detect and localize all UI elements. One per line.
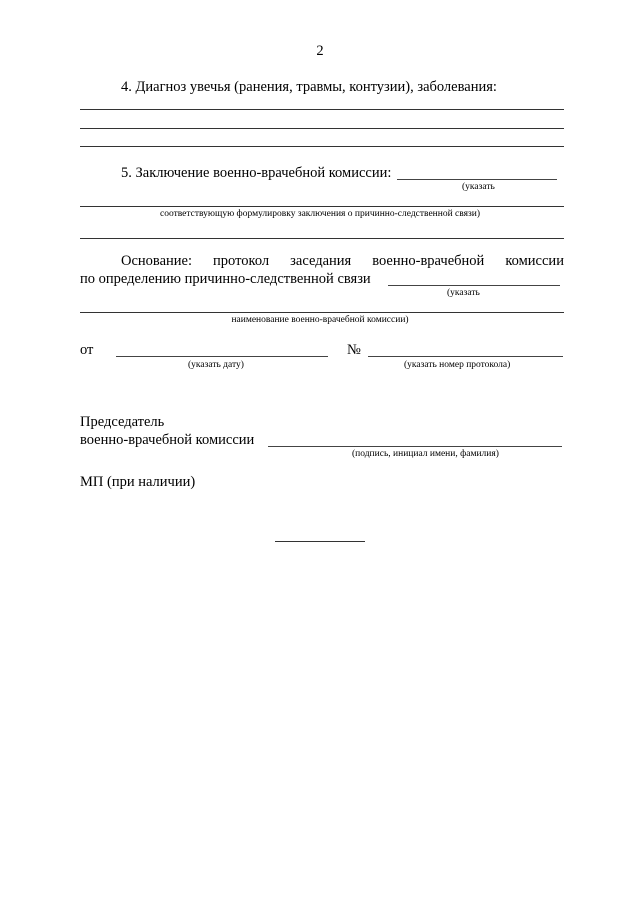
basis-line-1	[121, 254, 564, 269]
protocol-date-line	[116, 356, 328, 357]
conclusion-blank-line	[397, 179, 557, 180]
basis-blank-line	[388, 285, 560, 286]
end-separator-line	[275, 541, 365, 542]
diagnosis-line-1	[80, 109, 564, 110]
conclusion-hint-2: соответствующую формулировку заключения о причинно-следственной связи)	[159, 209, 481, 219]
basis-word: заседания	[290, 253, 352, 269]
basis-word: военно-врачебной	[372, 253, 485, 269]
chairman-signature-line	[268, 446, 562, 447]
basis-hint-2: наименование военно-врачебной комиссии)	[231, 315, 409, 325]
conclusion-line-3	[80, 238, 564, 239]
basis-word: комиссии	[505, 253, 564, 269]
chairman-title: Председатель	[80, 414, 165, 430]
basis-line-2: по определению причинно-следственной связи	[80, 271, 371, 287]
chairman-commission: военно-врачебной комиссии	[80, 432, 255, 448]
page-number: 2	[316, 43, 324, 59]
diagnosis-line-3	[80, 146, 564, 147]
protocol-number-hint: (указать номер протокола)	[404, 360, 511, 370]
protocol-number-sign: №	[347, 342, 361, 358]
chairman-signature-hint: (подпись, инициал имени, фамилия)	[352, 449, 499, 459]
basis-word: протокол	[213, 253, 270, 269]
protocol-from-label: от	[80, 342, 94, 358]
section-4-diagnosis-label: 4. Диагноз увечья (ранения, травмы, контузии), заболевания:	[121, 79, 497, 95]
protocol-number-line	[368, 356, 563, 357]
conclusion-hint-1: (указать	[462, 182, 495, 192]
section-5-conclusion-label: 5. Заключение военно-врачебной комиссии:	[121, 165, 392, 181]
diagnosis-line-2	[80, 128, 564, 129]
basis-hint-1: (указать	[447, 288, 480, 298]
stamp-place-label: МП (при наличии)	[80, 474, 196, 490]
basis-commission-line	[80, 312, 564, 313]
conclusion-line-2	[80, 206, 564, 207]
protocol-date-hint: (указать дату)	[188, 360, 244, 370]
basis-word: Основание:	[121, 253, 192, 269]
